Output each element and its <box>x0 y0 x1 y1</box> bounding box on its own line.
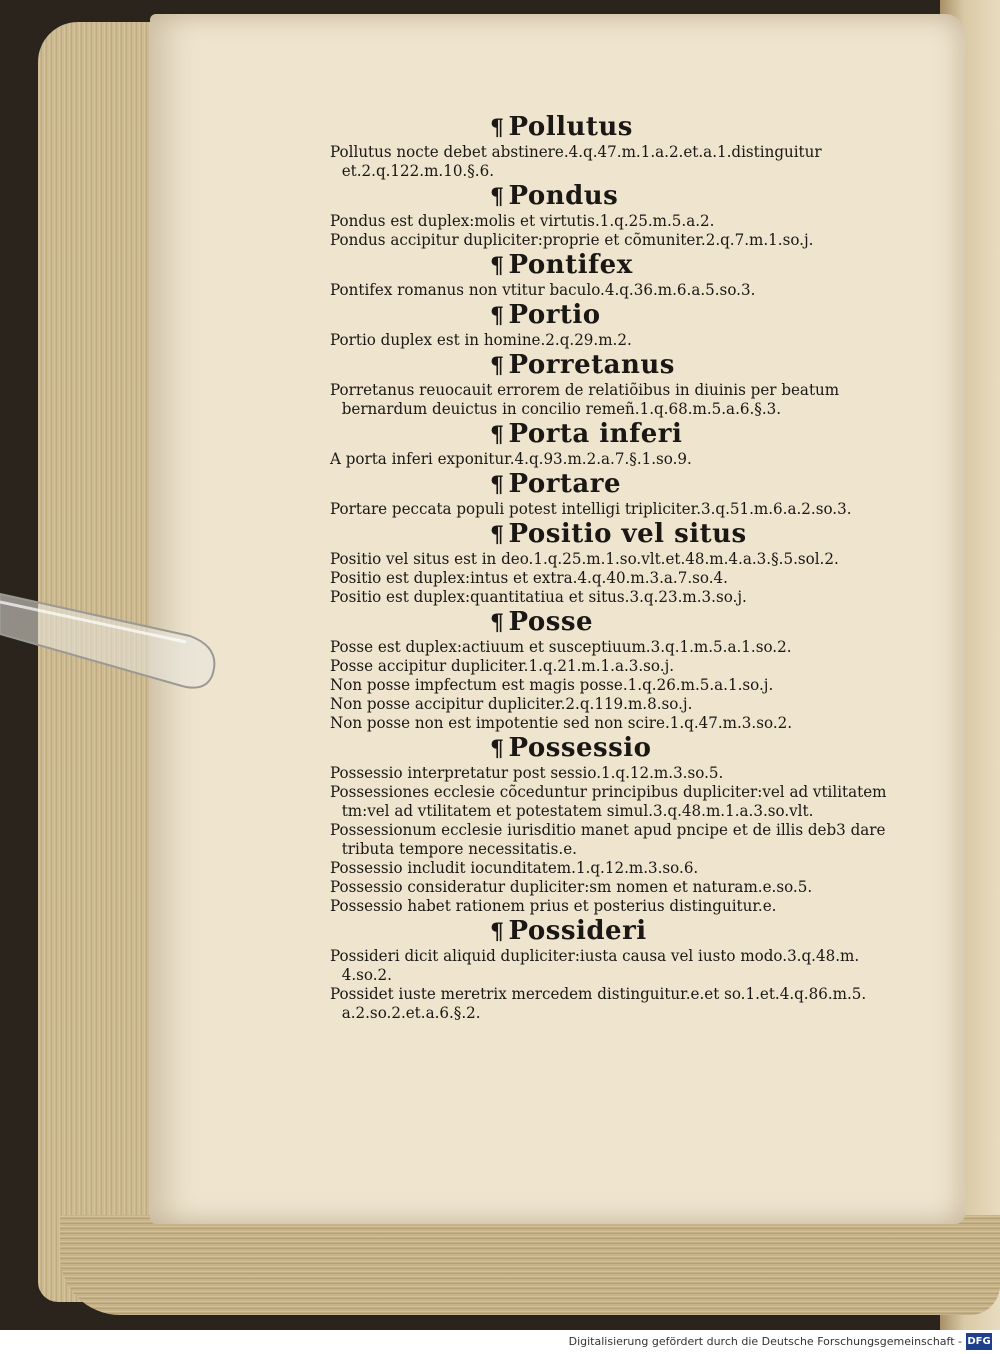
index-section <box>330 181 930 250</box>
footer-bar <box>0 1330 1000 1354</box>
index-section <box>330 350 930 419</box>
section-heading <box>490 250 930 281</box>
pilcrow-icon: ¶ <box>490 919 505 945</box>
section-heading-text: Pontifex <box>508 250 633 280</box>
glass-pointer-icon <box>0 588 218 696</box>
index-entry: Possideri dicit aliquid dupliciter:iusta causa vel iusto modo.3.q.48.m. <box>330 947 860 965</box>
pilcrow-icon: ¶ <box>490 303 505 329</box>
index-entry: tributa tempore necessitatis.e. <box>341 840 577 858</box>
section-heading <box>490 181 930 212</box>
pilcrow-icon: ¶ <box>490 115 505 141</box>
section-heading <box>490 607 930 638</box>
section-heading-text: Positio vel situs <box>508 519 747 549</box>
index-entry: Pondus accipitur dupliciter:proprie et cõmuniter.2.q.7.m.1.so.j. <box>330 231 814 249</box>
section-heading <box>490 350 930 381</box>
pilcrow-icon: ¶ <box>490 253 505 279</box>
dfg-logo: DFG <box>966 1333 992 1350</box>
index-entry: Porretanus reuocauit errorem de relatiõibus in diuinis per beatum <box>330 381 840 399</box>
index-section <box>330 916 930 1023</box>
pilcrow-icon: ¶ <box>490 522 505 548</box>
index-section <box>330 300 930 350</box>
section-heading-text: Portio <box>508 300 601 330</box>
index-entry: Positio vel situs est in deo.1.q.25.m.1.so.vlt.et.48.m.4.a.3.§.5.sol.2. <box>330 550 839 568</box>
index-entry: Possessio includit iocunditatem.1.q.12.m.3.so.6. <box>330 859 699 877</box>
index-entry: Non posse non est impotentie sed non scire.1.q.47.m.3.so.2. <box>330 714 793 732</box>
index-entry: Positio est duplex:quantitatiua et situs.3.q.23.m.3.so.j. <box>330 588 747 606</box>
index-entry: Possessiones ecclesie cõceduntur principibus dupliciter:vel ad vtilitatem <box>330 783 887 801</box>
index-entry: Positio est duplex:intus et extra.4.q.40.m.3.a.7.so.4. <box>330 569 728 587</box>
index-section <box>330 519 930 607</box>
section-heading-text: Portare <box>508 469 621 499</box>
index-entry: Portio duplex est in homine.2.q.29.m.2. <box>330 331 632 349</box>
index-entry: et.2.q.122.m.10.§.6. <box>341 162 495 180</box>
index-entry: a.2.so.2.et.a.6.§.2. <box>341 1004 481 1022</box>
section-heading-text: Porretanus <box>508 350 675 380</box>
section-heading-text: Pondus <box>508 181 619 211</box>
section-heading <box>490 519 930 550</box>
section-heading <box>490 419 930 450</box>
section-heading-text: Possessio <box>508 733 652 763</box>
footer-credit: Digitalisierung gefördert durch die Deutsche Forschungsgemeinschaft - <box>568 1335 962 1348</box>
index-entry: Possessio interpretatur post sessio.1.q.12.m.3.so.5. <box>330 764 724 782</box>
pilcrow-icon: ¶ <box>490 353 505 379</box>
index-entry: Non posse impfectum est magis posse.1.q.26.m.5.a.1.so.j. <box>330 676 774 694</box>
pilcrow-icon: ¶ <box>490 184 505 210</box>
page-text <box>330 112 930 1023</box>
index-entry: Posse accipitur dupliciter.1.q.21.m.1.a.3.so.j. <box>330 657 675 675</box>
section-heading <box>490 112 930 143</box>
index-entry: Pondus est duplex:molis et virtutis.1.q.25.m.5.a.2. <box>330 212 715 230</box>
pilcrow-icon: ¶ <box>490 422 505 448</box>
index-entry: bernardum deuictus in concilio remeñ.1.q.68.m.5.a.6.§.3. <box>341 400 782 418</box>
section-heading-text: Porta inferi <box>508 419 683 449</box>
index-entry: Posse est duplex:actiuum et susceptiuum.3.q.1.m.5.a.1.so.2. <box>330 638 792 656</box>
index-entry: Portare peccata populi potest intelligi tripliciter.3.q.51.m.6.a.2.so.3. <box>330 500 852 518</box>
index-entry: 4.so.2. <box>341 966 392 984</box>
index-section <box>330 419 930 469</box>
index-section <box>330 607 930 733</box>
section-heading-text: Posse <box>508 607 594 637</box>
section-heading <box>490 733 930 764</box>
section-heading-text: Possideri <box>508 916 647 946</box>
pilcrow-icon: ¶ <box>490 472 505 498</box>
index-entry: A porta inferi exponitur.4.q.93.m.2.a.7.§.1.so.9. <box>330 450 692 468</box>
index-entry: Non posse accipitur dupliciter.2.q.119.m.8.so.j. <box>330 695 693 713</box>
index-section <box>330 733 930 916</box>
index-section <box>330 469 930 519</box>
index-entry: Possidet iuste meretrix mercedem distinguitur.e.et so.1.et.4.q.86.m.5. <box>330 985 867 1003</box>
index-entry: Possessio consideratur dupliciter:sm nomen et naturam.e.so.5. <box>330 878 813 896</box>
section-heading <box>490 300 930 331</box>
index-entry: Possessionum ecclesie iurisditio manet apud pncipe et de illis deb3 dare <box>330 821 886 839</box>
index-entry: Pontifex romanus non vtitur baculo.4.q.36.m.6.a.5.so.3. <box>330 281 756 299</box>
index-entry: Pollutus nocte debet abstinere.4.q.47.m.1.a.2.et.a.1.distinguitur <box>330 143 822 161</box>
pilcrow-icon: ¶ <box>490 736 505 762</box>
index-section <box>330 112 930 181</box>
section-heading <box>490 469 930 500</box>
section-heading-text: Pollutus <box>508 112 633 142</box>
pilcrow-icon: ¶ <box>490 610 505 636</box>
index-entry: Possessio habet rationem prius et posterius distinguitur.e. <box>330 897 777 915</box>
book-bottom-edge <box>60 1215 1000 1315</box>
section-heading <box>490 916 930 947</box>
index-section <box>330 250 930 300</box>
index-entry: tm:vel ad vtilitatem et potestatem simul.3.q.48.m.1.a.3.so.vlt. <box>341 802 814 820</box>
